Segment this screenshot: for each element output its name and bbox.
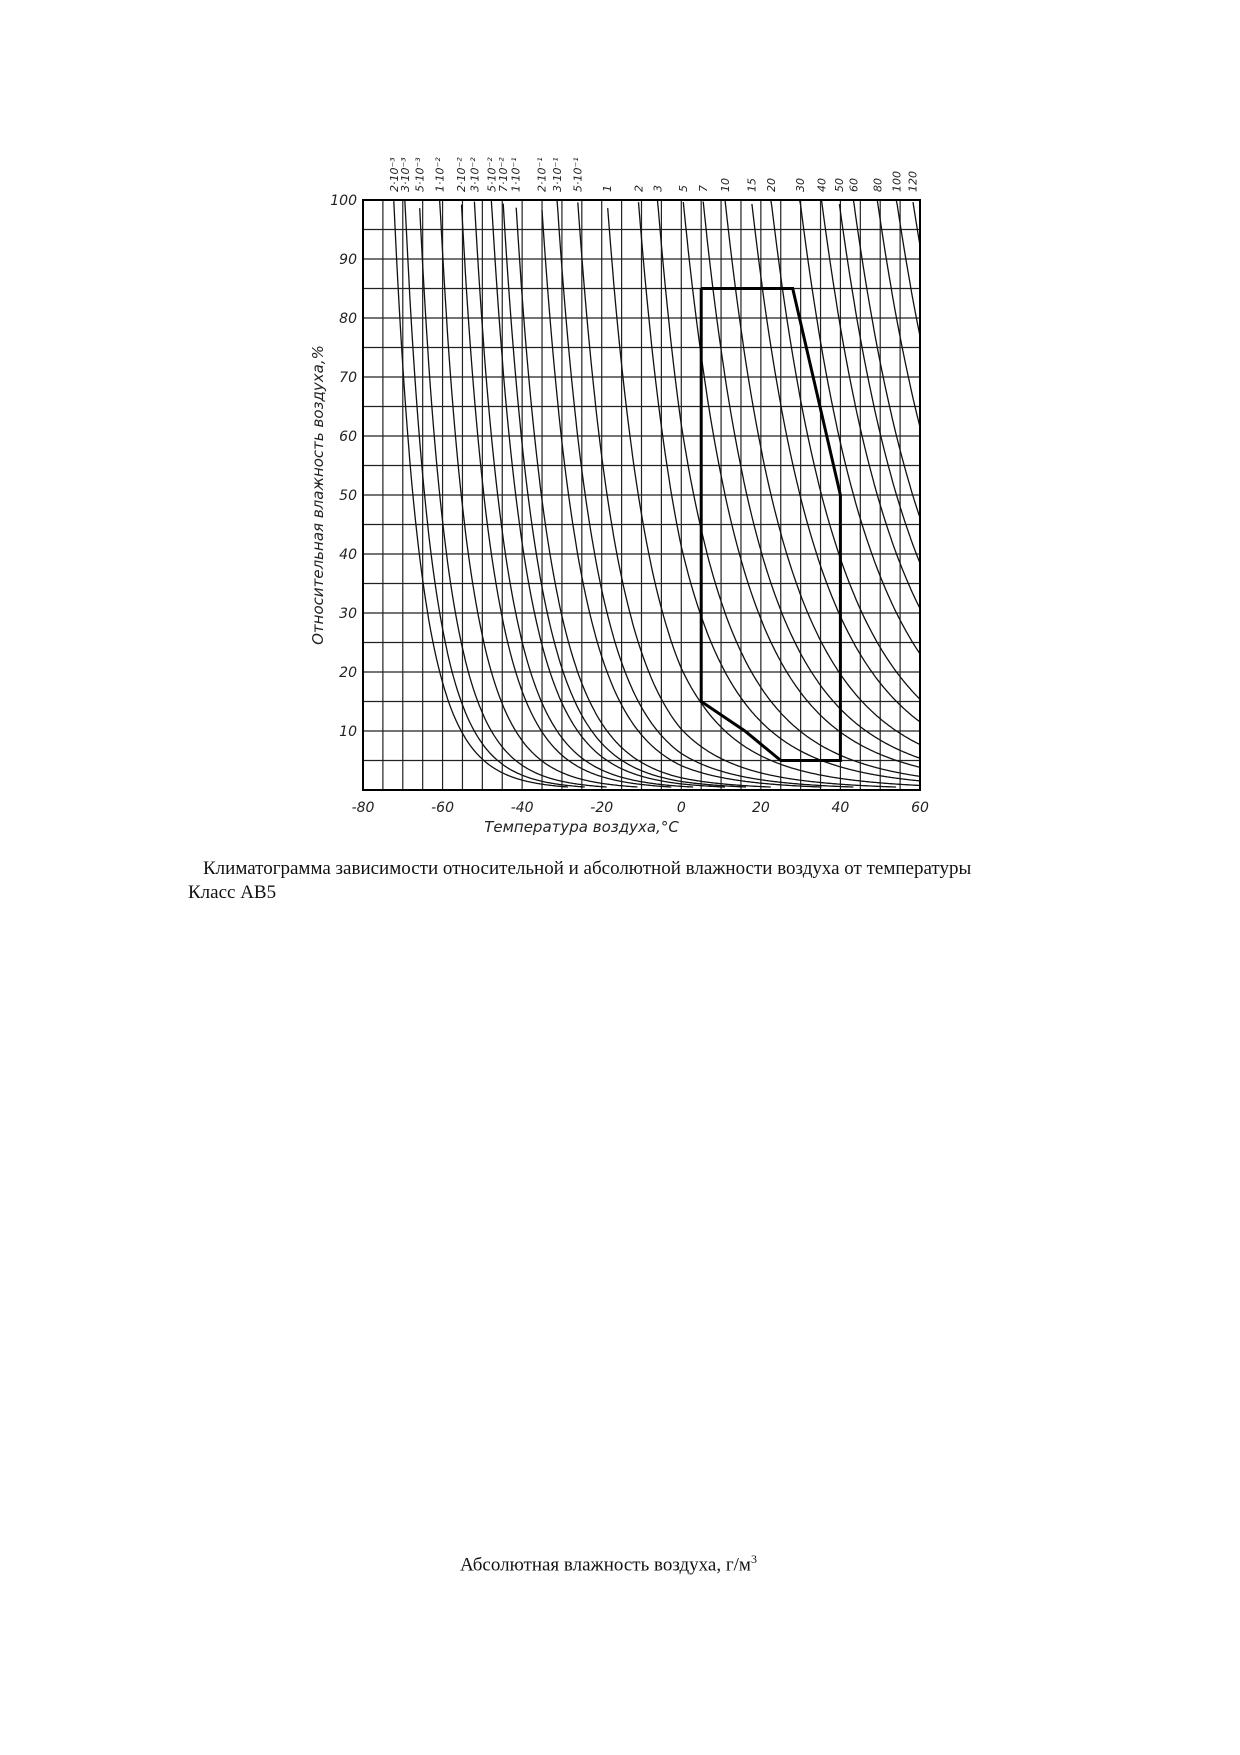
isoline-label: 2·10⁻³: [387, 157, 401, 192]
x-tick-label: 20: [751, 800, 770, 816]
isoline: [462, 205, 672, 787]
isoline: [877, 200, 920, 427]
x-axis-label: Температура воздуха,°С: [484, 818, 679, 836]
isoline-label: 100: [890, 171, 904, 192]
x-tick-label: 60: [911, 800, 929, 816]
x-tick-label: -20: [590, 800, 614, 816]
y-tick-label: 80: [339, 311, 357, 327]
y-axis-label: Относительная влажность воздуха,%: [309, 345, 327, 645]
y-tick-label: 10: [339, 724, 357, 740]
isoline-label: 3·10⁻¹: [551, 157, 565, 192]
isoline: [752, 204, 920, 722]
y-tick-label: 30: [339, 606, 357, 622]
isoline-label: 15: [745, 178, 759, 192]
x-tick-label: -60: [431, 800, 455, 816]
isoline-label: 120: [906, 171, 920, 192]
isoline: [913, 202, 920, 246]
isoline: [516, 208, 771, 787]
y-tick-label: 60: [339, 429, 357, 445]
isoline-label: 7·10⁻²: [497, 157, 511, 192]
isoline-label: 1·10⁻¹: [509, 157, 523, 192]
absolute-humidity-text: Абсолютная влажность воздуха, г/м: [460, 1554, 751, 1576]
isoline: [474, 202, 693, 787]
isoline-label: 80: [871, 178, 885, 192]
y-tick-label: 70: [339, 370, 357, 386]
isoline-label: 2·10⁻²: [455, 157, 469, 192]
absolute-humidity-label: [460, 1552, 757, 1576]
isoline-label: 3: [651, 185, 665, 192]
isoline-label: 10: [719, 178, 733, 192]
isoline-label: 1·10⁻²: [433, 157, 447, 192]
isoline-label: 5: [677, 185, 691, 192]
isoline-label: 30: [793, 178, 807, 192]
x-tick-label: 40: [831, 800, 850, 816]
isoline-label: 20: [765, 178, 779, 192]
y-tick-label: 20: [339, 665, 357, 681]
isoline-labels: [388, 157, 920, 192]
y-tick-label: 90: [339, 252, 357, 268]
chart-caption: Климатограмма зависимости относительной и абсолютной влажности воздуха от температуры: [203, 858, 972, 879]
isoline: [853, 200, 920, 518]
x-tick-label: -80: [351, 800, 375, 816]
isoline-label: 3·10⁻³: [398, 157, 412, 192]
y-tick-label: 40: [339, 547, 357, 563]
class-label: Класс АВ5: [188, 882, 277, 903]
climatogram-chart: [0, 0, 1240, 850]
y-tick-label: 100: [330, 193, 357, 209]
isoline-label: 7: [697, 185, 711, 192]
isoline-label: 50: [832, 178, 846, 192]
x-tick-label: -40: [510, 800, 534, 816]
isoline-label: 40: [815, 178, 829, 192]
grid-layer: [363, 200, 920, 790]
isoline-label: 3·10⁻²: [468, 157, 482, 192]
isoline-label: 1: [601, 185, 615, 192]
isoline: [771, 200, 920, 699]
isoline-label: 5·10⁻²: [485, 157, 499, 192]
isoline-label: 2: [632, 185, 646, 192]
isoline-label: 60: [847, 178, 861, 192]
y-tick-label: 50: [339, 488, 357, 504]
superscript-3: 3: [750, 1552, 757, 1566]
isoline-label: 2·10⁻¹: [535, 157, 549, 192]
isoline-label: 5·10⁻¹: [571, 157, 585, 192]
isoline-label: 5·10⁻³: [413, 157, 427, 192]
isoline: [683, 202, 920, 767]
x-tick-label: 0: [676, 800, 686, 816]
